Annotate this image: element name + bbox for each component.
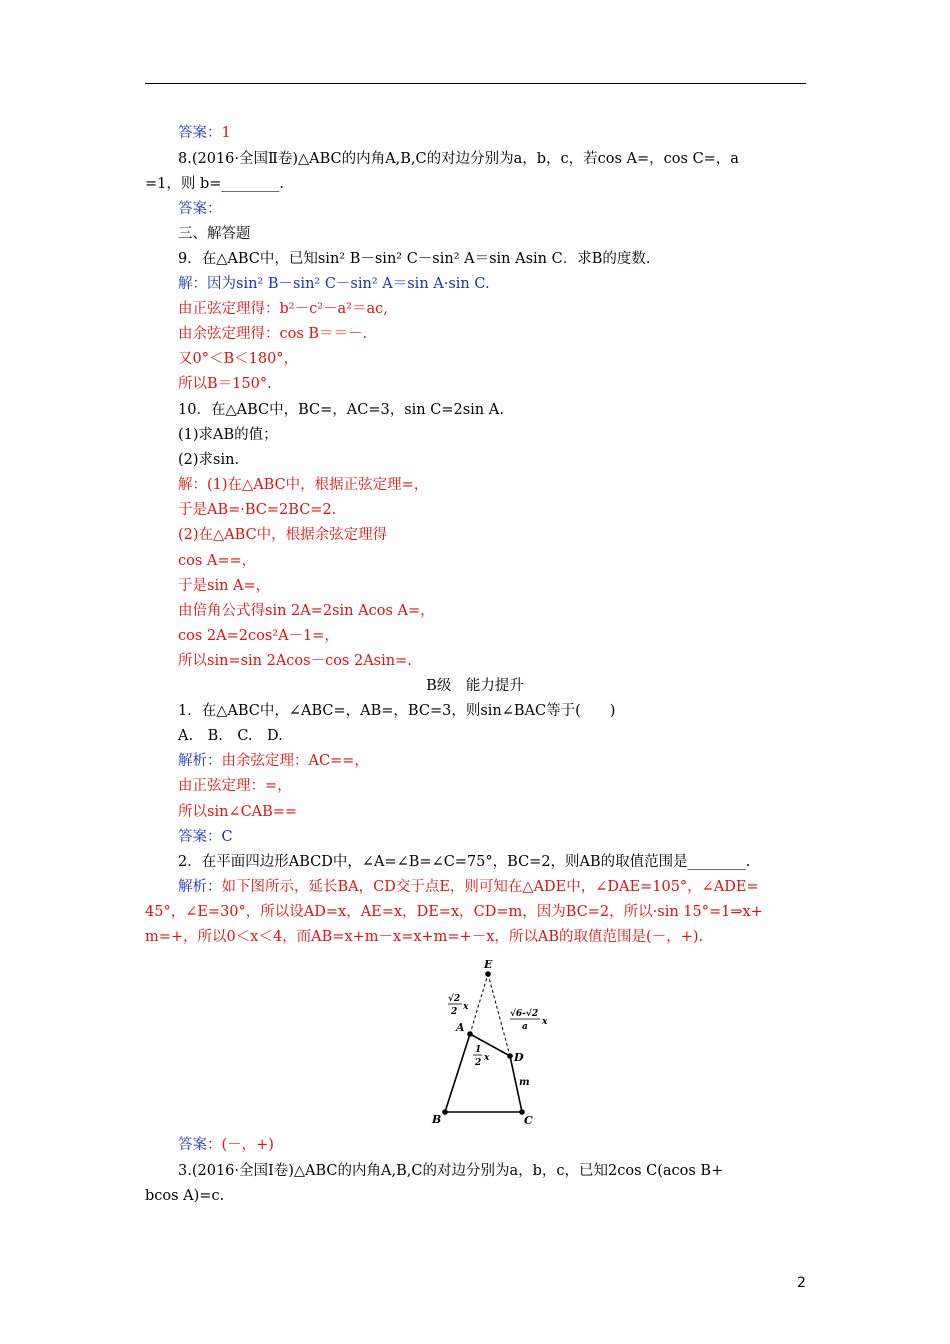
b1-sol-line-2: 所以sin∠CAB==: [178, 804, 298, 820]
q8-stem-line2: =1，则 b=________.: [145, 176, 285, 192]
q8-answer: 答案：: [178, 201, 222, 217]
frac-de-den: a: [522, 1022, 528, 1032]
b1-sol-text-0: 由余弦定理：AC==，: [221, 753, 369, 769]
q9-sol-line-0: 解：因为sin² B－sin² C－sin² A＝sin A·sin C.: [178, 276, 490, 292]
frac-de-var: x: [542, 1017, 548, 1027]
q10-sol-line-4: 于是sin A=，: [178, 578, 271, 594]
frac-de-num: √6-√2: [510, 1009, 539, 1019]
quadrilateral-figure: [420, 954, 570, 1130]
q10-part1: (1)求AB的值；: [178, 427, 278, 443]
b3-stem-line2: bcos A)=c.: [145, 1188, 225, 1204]
analysis-label: 解析：: [178, 879, 222, 895]
frac-ae-den: 2: [451, 1007, 458, 1017]
dashed-line-ae: [470, 974, 488, 1034]
b2-sol-line-3: m=+，所以0＜x＜4，而AB=x+m－x=x+m=+－x，所以AB的取值范围是(－，+).: [145, 929, 704, 945]
prev-answer: [178, 124, 231, 142]
section-heading-3: 三、解答题: [178, 226, 251, 242]
q10-part2: (2)求sin.: [178, 452, 240, 468]
q10-sol-line-1: 于是AB=·BC=2BC=2.: [178, 502, 337, 518]
q10-sol-line-0: 解：(1)在△ABC中，根据正弦定理=，: [178, 477, 429, 493]
q9-stem: 9．在△ABC中，已知sin² B－sin² C－sin² A＝sin Asin C．求B的度数.: [178, 251, 651, 267]
b2-sol-text-1: 如下图所示，延长BA，CD交于点E，则可知在△ADE中，∠DAE=105°，∠ADE=: [221, 879, 759, 895]
dashed-line-ed: [488, 974, 510, 1056]
vertex-a: [467, 1031, 473, 1037]
page-number: 2: [797, 1275, 806, 1291]
q10-sol-line-6: cos 2A=2cos²A－1=，: [178, 628, 339, 644]
header-rule: [145, 83, 806, 84]
q9-sol-line-3: 又0°＜B＜180°，: [178, 351, 299, 367]
label-d: D: [514, 1051, 524, 1064]
answer-label: 答案：: [178, 125, 222, 141]
answer-value: (－，+): [221, 1137, 274, 1153]
q10-sol-line-3: cos A==，: [178, 553, 257, 569]
q9-sol-line-2: 由余弦定理得：cos B＝＝－.: [178, 326, 368, 342]
label-m: m: [519, 1077, 530, 1088]
q9-sol-line-1: 由正弦定理得：b²－c²－a²＝ac,: [178, 301, 388, 317]
q10-sol-line-5: 由倍角公式得sin 2A=2sin Acos A=，: [178, 603, 435, 619]
frac-ad-den: 2: [475, 1058, 482, 1068]
label-a: A: [456, 1021, 465, 1034]
quadrilateral-abcd: [445, 1034, 522, 1112]
section-heading-b: B级 能力提升: [426, 678, 524, 694]
b1-options: A. B. C. D.: [178, 728, 283, 744]
b1-stem: 1．在△ABC中，∠ABC=，AB=，BC=3，则sin∠BAC等于( ): [178, 703, 616, 719]
label-e: E: [484, 958, 493, 971]
q10-sol-line-7: 所以sin=sin 2Acos－cos 2Asin=.: [178, 653, 412, 669]
b2-sol-line-2: 45°，∠E=30°，所以设AD=x，AE=x，DE=x，CD=m，因为BC=2，所以·sin 15°=1⇒x+: [145, 904, 763, 920]
b1-sol-line-1: 由正弦定理：=，: [178, 778, 292, 794]
frac-ae-num: √2: [448, 994, 461, 1004]
b1-answer: 答案：C: [178, 829, 233, 845]
b2-sol-line-1: [178, 878, 759, 896]
vertex-e: [485, 971, 491, 977]
q10-stem: 10．在△ABC中，BC=，AC=3，sin C=2sin A.: [178, 402, 504, 418]
b2-stem: 2．在平面四边形ABCD中，∠A=∠B=∠C=75°，BC=2，则AB的取值范围是________.: [178, 854, 751, 870]
q8-stem-line1: 8.(2016·全国Ⅱ卷)△ABC的内角A,B,C的对边分别为a，b，c，若cos A=，cos C=，a: [178, 151, 739, 167]
b2-answer: [178, 1136, 274, 1154]
b3-stem-line1: 3.(2016·全国Ⅰ卷)△ABC的内角A,B,C的对边分别为a，b，c，已知2cos C(acos B+: [178, 1163, 724, 1179]
frac-ae-var: x: [463, 1002, 469, 1012]
q10-sol-line-2: (2)在△ABC中，根据余弦定理得: [178, 527, 388, 543]
vertex-d: [507, 1053, 513, 1059]
q9-sol-line-4: 所以B＝150°.: [178, 376, 272, 392]
b1-sol-line-0: [178, 752, 369, 770]
frac-ad-num: 1: [475, 1045, 482, 1055]
vertex-b: [442, 1109, 448, 1115]
analysis-label: 解析：: [178, 753, 222, 769]
label-c: C: [524, 1114, 533, 1127]
label-b: B: [432, 1113, 442, 1126]
answer-value: 1: [221, 125, 231, 141]
answer-label: 答案：: [178, 1137, 222, 1153]
frac-ad-var: x: [484, 1053, 490, 1063]
